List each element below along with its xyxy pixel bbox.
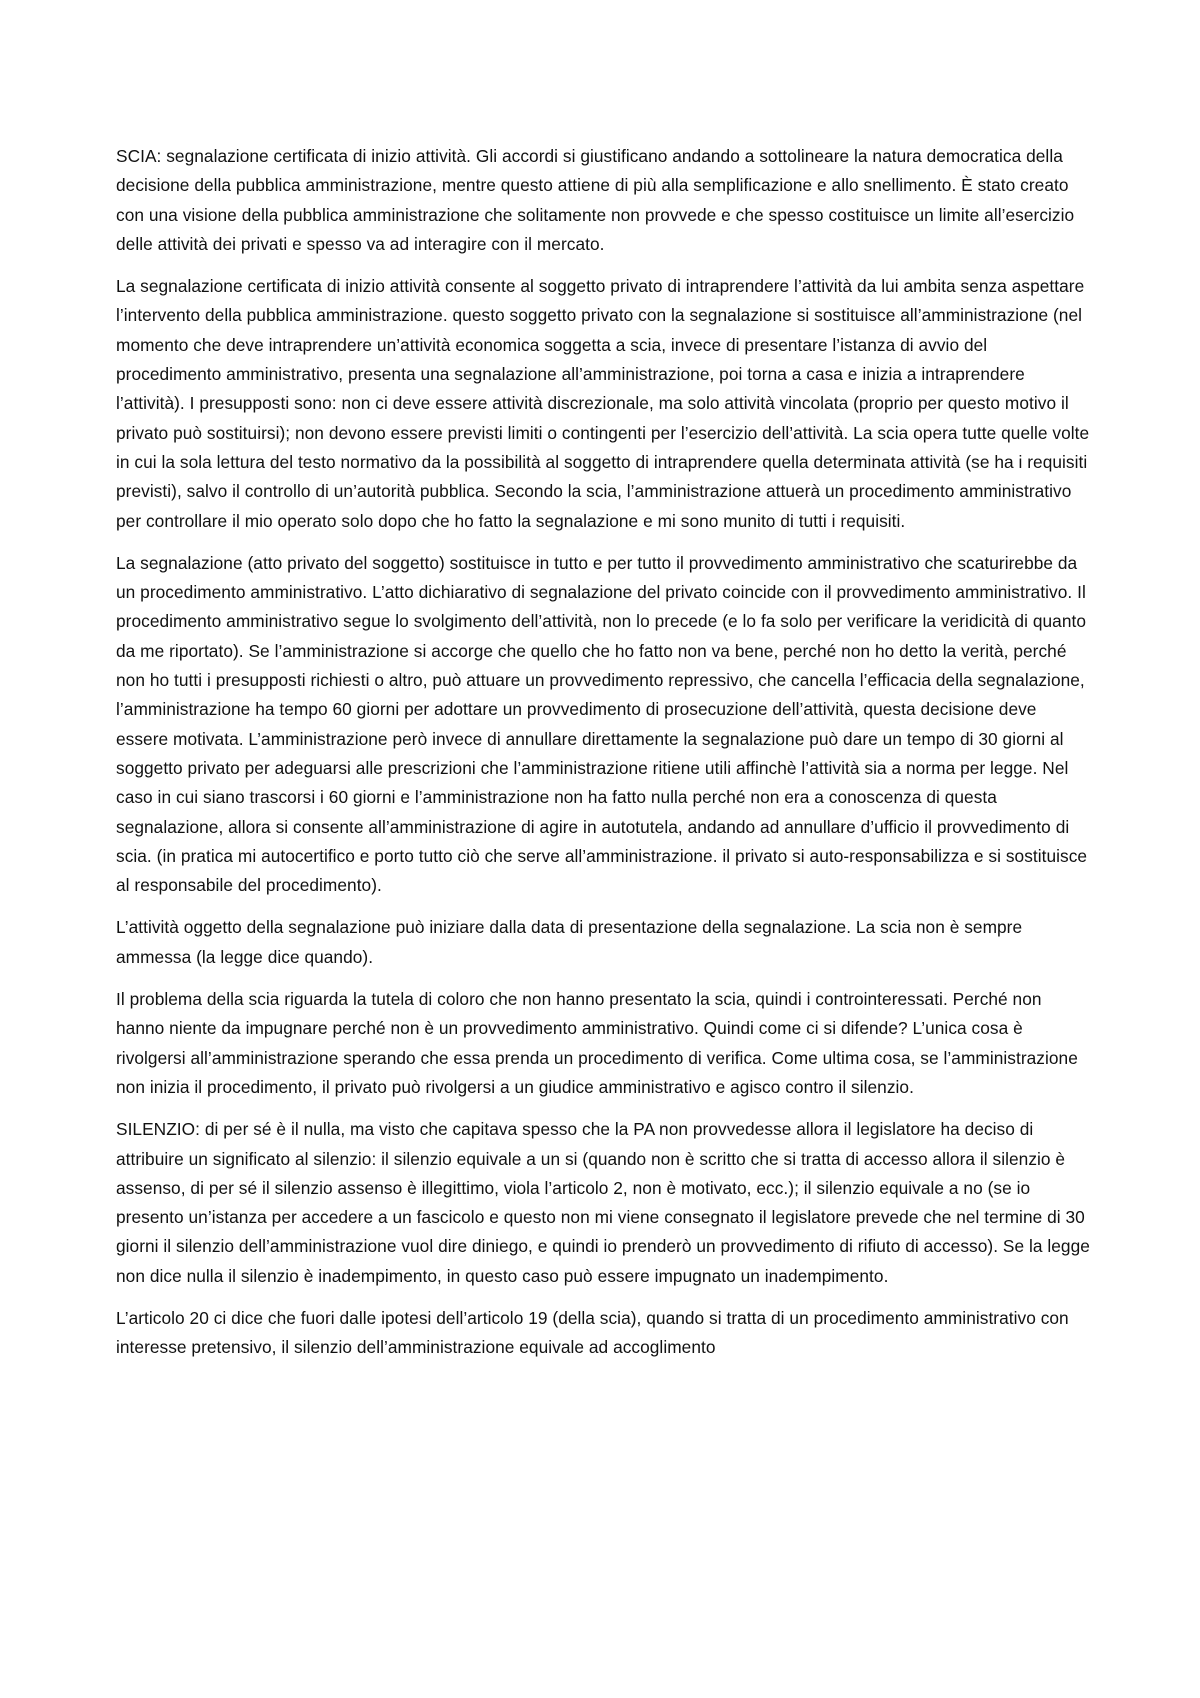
paragraph-scia-start: L’attività oggetto della segnalazione può iniziare dalla data di presentazione della segnalazione. La scia non è sempre ammessa (la legge dice quando).: [116, 917, 1023, 967]
paragraph-articolo-20: L’articolo 20 ci dice che fuori dalle ipotesi dell’articolo 19 (della scia), quando si tratta di un procedimento amministrativo con interesse pretensivo, il silenzio dell’amministrazione equivale ad accoglimento: [116, 1307, 1069, 1358]
paragraph-scia-procedure: La segnalazione (atto privato del soggetto) sostituisce in tutto e per tutto il provvedimento amministrativo che scaturirebbe da un procedimento amministrativo. L’atto dichiarativo di segnalazione del privato coincide con il provvedimento amministrativo. Il procedimento amministrativo segue lo svolgimento dell’attività, non lo precede (e lo fa solo per verificare la veridicità di quanto da me riportato). Se l’amministrazione si accorge che quello che ho fatto non va bene, perché non ho detto la verità, perché non ho tutti i presupposti richiesti o altro, può attuare un provvedimento repressivo, che cancella l’efficacia della segnalazione, l’amministrazione ha tempo 60 giorni per adottare un provvedimento di prosecuzione dell’attività, questa decisione deve essere motivata. L’amministrazione però invece di annullare direttamente la segnalazione può dare un tempo di 30 giorni al soggetto privato per adeguarsi alle prescrizioni che l’amministrazione ritiene utili affinchè l’attività sia a norma per legge. Nel caso in cui siano trascorsi i 60 giorni e l’amministrazione non ha fatto nulla perché non era a conoscenza di questa segnalazione, allora si consente all’amministrazione di agire in autotutela, andando ad annullare d’ufficio il provvedimento di scia. (in pratica mi autocertifico e porto tutto ciò che serve all’amministrazione. il privato si auto-responsabilizza e si sostituisce al responsabile del procedimento).: [116, 552, 1088, 896]
paragraph-scia-definition: La segnalazione certificata di inizio attività consente al soggetto privato di intraprendere l’attività da lui ambita senza aspettare l’intervento della pubblica amministrazione. questo soggetto privato con la segnalazione si sostituisce all’amministrazione (nel momento che deve intraprendere un’attività economica soggetta a scia, invece di presentare l’istanza di avvio del procedimento amministrativo, presenta una segnalazione all’amministrazione, poi torna a casa e inizia a intraprendere l’attività). I presupposti sono: non ci deve essere attività discrezionale, ma solo attività vincolata (proprio per questo motivo il privato può sostituirsi); non devono essere previsti limiti o contingenti per l’esercizio dell’attività. La scia opera tutte quelle volte in cui la sola lettura del testo normativo da la possibilità al soggetto di intraprendere quella determinata attività (se ha i requisiti previsti), salvo il controllo di un’autorità pubblica. Secondo la scia, l’amministrazione attuerà un procedimento amministrativo per controllare il mio operato solo dopo che ho fatto la segnalazione e mi sono munito di tutti i requisiti.: [116, 276, 1090, 531]
document-page: [116, 142, 1091, 1376]
paragraph-scia-intro: SCIA: segnalazione certificata di inizio attività. Gli accordi si giustificano andando a sottolineare la natura democratica della decisione della pubblica amministrazione, mentre questo attiene di più alla semplificazione e allo snellimento. È stato creato con una visione della pubblica amministrazione che solitamente non provvede e che spesso costituisce un limite all’esercizio delle attività dei privati e spesso va ad interagire con il mercato.: [116, 146, 1075, 254]
paragraph-silenzio: SILENZIO: di per sé è il nulla, ma visto che capitava spesso che la PA non provvedesse allora il legislatore ha deciso di attribuire un significato al silenzio: il silenzio equivale a un si (quando non è scritto che si tratta di accesso allora il silenzio è assenso, di per sé il silenzio assenso è illegittimo, viola l’articolo 2, non è motivato, ecc.); il silenzio equivale a no (se io presento un’istanza per accedere a un fascicolo e questo non mi viene consegnato il legislatore prevede che nel termine di 30 giorni il silenzio dell’amministrazione vuol dire diniego, e quindi io prenderò un provvedimento di rifiuto di accesso). Se la legge non dice nulla il silenzio è inadempimento, in questo caso può essere impugnato un inadempimento.: [116, 1119, 1090, 1286]
paragraph-scia-protection: Il problema della scia riguarda la tutela di coloro che non hanno presentato la scia, quindi i controinteressati. Perché non hanno niente da impugnare perché non è un provvedimento amministrativo. Quindi come ci si difende? L’unica cosa è rivolgersi all’amministrazione sperando che essa prenda un procedimento di verifica. Come ultima cosa, se l’amministrazione non inizia il procedimento, il privato può rivolgersi a un giudice amministrativo e agisco contro il silenzio.: [116, 989, 1078, 1097]
